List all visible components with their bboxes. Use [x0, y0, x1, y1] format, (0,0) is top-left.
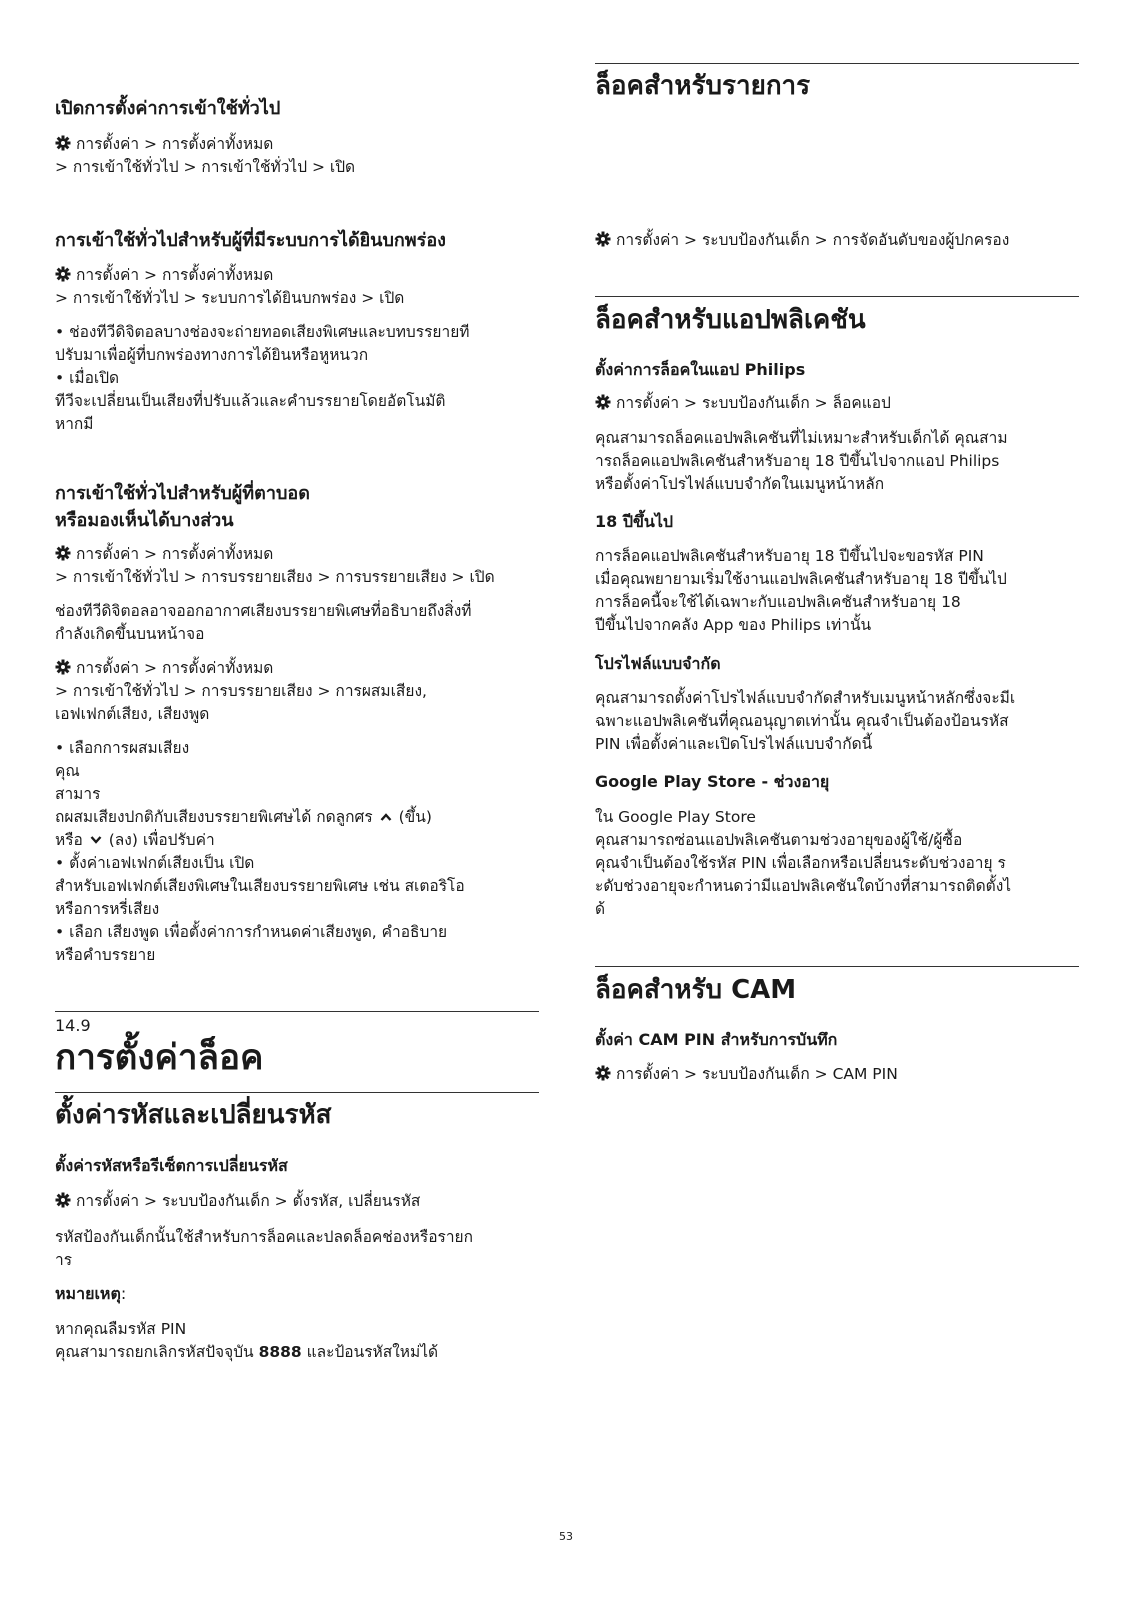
gear-icon [595, 231, 611, 247]
default-pin-code: 8888 [258, 1343, 302, 1361]
settings-path: การตั้งค่า > ระบบป้องกันเด็ก > CAM PIN [595, 1063, 1079, 1086]
description-text: คุณสามารถล็อคแอปพลิเคชันที่ไม่เหมาะสำหรับเด็กได้ คุณสาม [595, 429, 1008, 447]
bullet-text: • เมื่อเปิด [55, 369, 120, 387]
section-title-accessibility-on: เปิดการตั้งค่าการเข้าใช้ทั่วไป [55, 98, 281, 119]
settings-path: การตั้งค่า > การตั้งค่าทั้งหมด [55, 657, 539, 680]
section-divider [595, 966, 1079, 967]
gear-icon [595, 1065, 611, 1081]
description-text: เมื่อคุณพยายามเริ่มใช้งานแอปพลิเคชันสำหรับอายุ 18 ปีขึ้นไป [595, 570, 1007, 588]
bullet-text: สำหรับเอฟเฟกต์เสียงพิเศษในเสียงบรรยายพิเศษ เช่น สเตอริโอ [55, 877, 465, 895]
settings-path: การตั้งค่า > การตั้งค่าทั้งหมด [55, 543, 539, 566]
section-title-visual: การเข้าใช้ทั่วไปสำหรับผู้ที่ตาบอด [55, 483, 310, 504]
settings-path: การตั้งค่า > ระบบป้องกันเด็ก > ล็อคแอป [595, 392, 1079, 415]
description-text: PIN เพื่อตั้งค่าและเปิดโปรไฟล์แบบจำกัดนี้ [595, 735, 873, 753]
bullet-text: หรือคำบรรยาย [55, 946, 156, 964]
description-text: หรือตั้งค่าโปรไฟล์แบบจำกัดในเมนูหน้าหลัก [595, 475, 885, 493]
subsection-title: 18 ปีขึ้นไป [595, 512, 674, 531]
description-text: ะดับช่วงอายุจะกำหนดว่ามีแอปพลิเคชันใดบ้างที่สามารถติดตั้งไ [595, 877, 1012, 895]
description-text: การล็อคนี้จะใช้ได้เฉพาะกับแอปพลิเคชันสำหรับอายุ 18 [595, 593, 961, 611]
bullet-text: ปรับมาเพื่อผู้ที่บกพร่องทางการได้ยินหรือหูหนวก [55, 346, 369, 364]
gear-icon [55, 659, 71, 675]
settings-path-cont: > การเข้าใช้ทั่วไป > ระบบการได้ยินบกพร่อง > เปิด [55, 289, 405, 307]
description-text: าร [55, 1251, 73, 1269]
description-text: ช่องทีวีดิจิตอลอาจออกอากาศเสียงบรรยายพิเศษที่อธิบายถึงสิ่งที่ [55, 602, 472, 620]
description-text: รหัสป้องกันเด็กนั้นใช้สำหรับการล็อคและปลดล็อคช่องหรือรายก [55, 1228, 474, 1246]
section-title-cam-lock: ล็อคสำหรับ CAM [595, 975, 797, 1005]
description-text: ฉพาะแอปพลิเคชันที่คุณอนุญาตเท่านั้น คุณจำเป็นต้องป้อนรหัส [595, 712, 1009, 730]
description-text: คุณจำเป็นต้องใช้รหัส PIN เพื่อเลือกหรือเปลี่ยนระดับช่วงอายุ ร [595, 854, 1006, 872]
description-text: ด้ [595, 900, 606, 918]
chapter-divider [55, 1011, 539, 1012]
chevron-up-icon [380, 812, 392, 822]
description-text: ใน Google Play Store [595, 808, 756, 826]
settings-path: การตั้งค่า > การตั้งค่าทั้งหมด [55, 264, 539, 287]
section-divider [595, 63, 1079, 64]
subsection-title: Google Play Store - ช่วงอายุ [595, 772, 830, 791]
chevron-down-icon [90, 835, 102, 845]
description-text: คุณสามารถตั้งค่าโปรไฟล์แบบจำกัดสำหรับเมนูหน้าหลักซึ่งจะมีเ [595, 689, 1016, 707]
subsection-title: โปรไฟล์แบบจำกัด [595, 654, 721, 673]
bullet-text: ถผสมเสียงปกติกับเสียงบรรยายพิเศษได้ กดลูกศร (ขึ้น) [55, 808, 432, 826]
gear-icon [55, 545, 71, 561]
subsection-title: ตั้งค่า CAM PIN สำหรับการบันทึก [595, 1030, 838, 1049]
bullet-text: คุณ [55, 762, 80, 780]
gear-icon [55, 135, 71, 151]
settings-path-cont: เอฟเฟกต์เสียง, เสียงพูด [55, 705, 210, 723]
bullet-text: • เลือกการผสมเสียง [55, 739, 190, 757]
bullet-text: หรือ (ลง) เพื่อปรับค่า [55, 831, 215, 849]
description-text: การล็อคแอปพลิเคชันสำหรับอายุ 18 ปีขึ้นไปจะขอรหัส PIN [595, 547, 984, 565]
section-divider [55, 1092, 539, 1093]
gear-icon [55, 1192, 71, 1208]
page-number: 53 [559, 1530, 573, 1543]
chapter-number: 14.9 [55, 1016, 91, 1035]
section-title-hearing: การเข้าใช้ทั่วไปสำหรับผู้ที่มีระบบการได้ยินบกพร่อง [55, 230, 446, 251]
bullet-text: หรือการหรี่เสียง [55, 900, 160, 918]
bullet-text: • เลือก เสียงพูด เพื่อตั้งค่าการกำหนดค่าเสียงพูด, คำอธิบาย [55, 923, 448, 941]
description-text: ปีขึ้นไปจากคลัง App ของ Philips เท่านั้น [595, 616, 872, 634]
bullet-text: • ช่องทีวีดิจิตอลบางช่องจะถ่ายทอดเสียงพิเศษและบทบรรยายที [55, 323, 470, 341]
note-text: คุณสามารถยกเลิกรหัสปัจจุบัน 8888 และป้อนรหัสใหม่ได้ [55, 1343, 439, 1361]
settings-path-cont: > การเข้าใช้ทั่วไป > การบรรยายเสียง > การผสมเสียง, [55, 682, 427, 700]
section-title-app-lock: ล็อคสำหรับแอปพลิเคชัน [595, 305, 866, 335]
gear-icon [595, 394, 611, 410]
description-text: ารถล็อคแอปพลิเคชันสำหรับอายุ 18 ปีขึ้นไปจากแอป Philips [595, 452, 1000, 470]
note-text: หากคุณลืมรหัส PIN [55, 1320, 187, 1338]
subsection-title: ตั้งค่ารหัสหรือรีเซ็ตการเปลี่ยนรหัส [55, 1156, 288, 1175]
gear-icon [55, 266, 71, 282]
description-text: กำลังเกิดขึ้นบนหน้าจอ [55, 625, 205, 643]
settings-path: การตั้งค่า > ระบบป้องกันเด็ก > ตั้งรหัส, เปลี่ยนรหัส [55, 1190, 539, 1213]
settings-path: การตั้งค่า > ระบบป้องกันเด็ก > การจัดอันดับของผู้ปกครอง [595, 229, 1079, 252]
subsection-title: ตั้งค่าการล็อคในแอป Philips [595, 360, 806, 379]
section-divider [595, 296, 1079, 297]
bullet-text: ทีวีจะเปลี่ยนเป็นเสียงที่ปรับแล้วและคำบรรยายโดยอัตโนมัติ [55, 392, 446, 410]
section-title-programme-lock: ล็อคสำหรับรายการ [595, 71, 811, 101]
settings-path: การตั้งค่า > การตั้งค่าทั้งหมด [55, 133, 539, 156]
bullet-text: สามาร [55, 785, 101, 803]
description-text: คุณสามารถซ่อนแอปพลิเคชันตามช่วงอายุของผู้ใช้/ผู้ซื้อ [595, 831, 963, 849]
section-title-visual-cont: หรือมองเห็นได้บางส่วน [55, 510, 234, 531]
bullet-text: • ตั้งค่าเอฟเฟกต์เสียงเป็น เปิด [55, 854, 255, 872]
settings-path-cont: > การเข้าใช้ทั่วไป > การเข้าใช้ทั่วไป > เปิด [55, 158, 356, 176]
chapter-title: การตั้งค่าล็อค [55, 1038, 264, 1078]
note-label: หมายเหตุ: [55, 1284, 127, 1303]
section-title-pin: ตั้งค่ารหัสและเปลี่ยนรหัส [55, 1100, 332, 1130]
bullet-text: หากมี [55, 415, 94, 433]
settings-path-cont: > การเข้าใช้ทั่วไป > การบรรยายเสียง > การบรรยายเสียง > เปิด [55, 568, 495, 586]
